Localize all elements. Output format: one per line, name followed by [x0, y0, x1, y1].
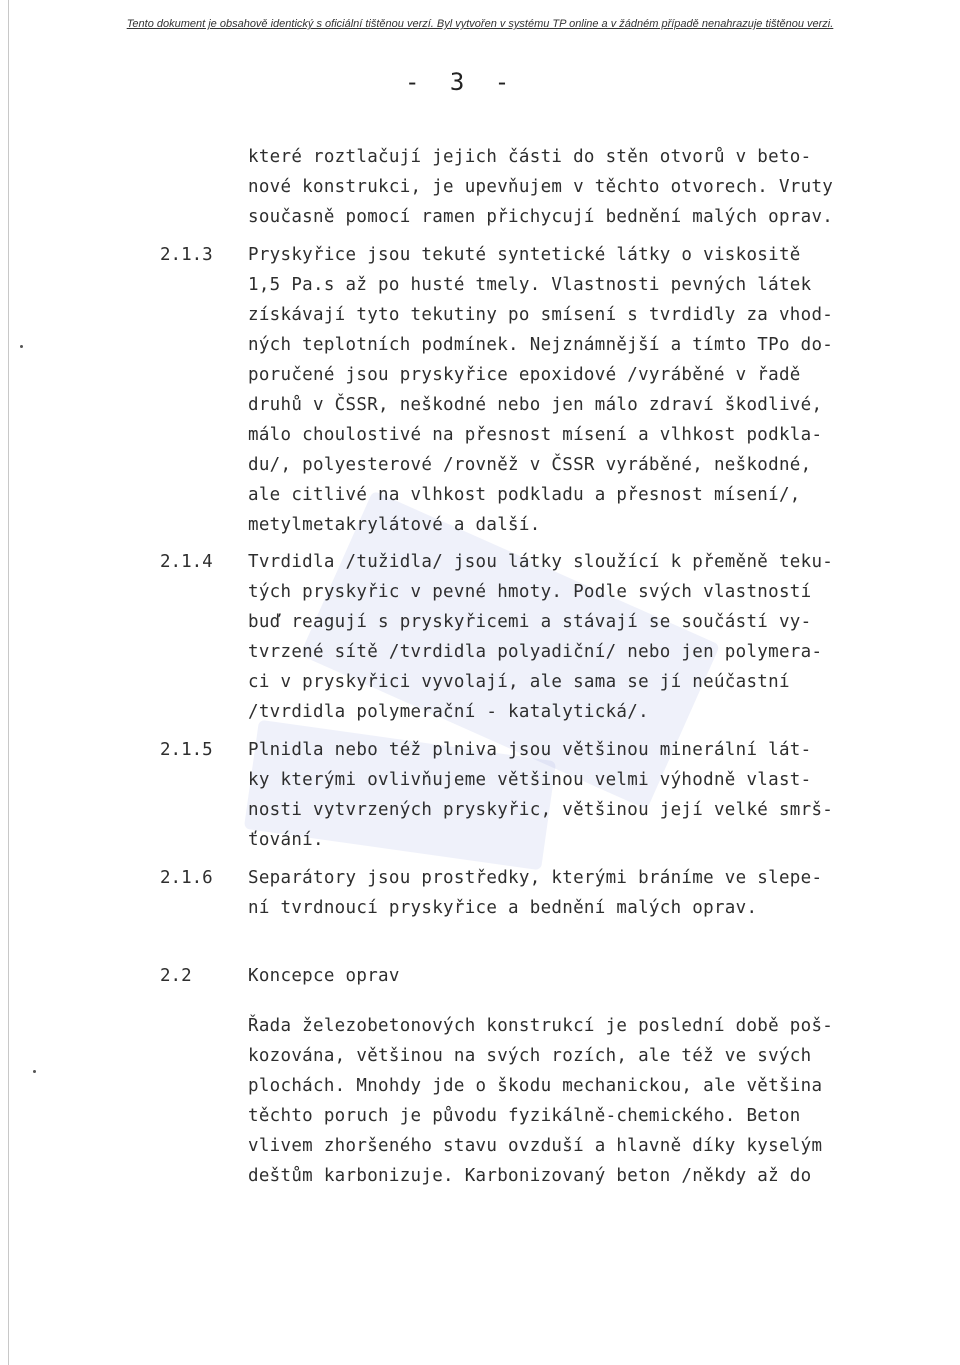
text-line: /tvrdidla polymerační - katalytická/.: [248, 702, 649, 722]
text-line: metylmetakrylátové a další.: [248, 515, 541, 535]
page-number: - 3 -: [405, 68, 518, 96]
text-line: tých pryskyřic v pevné hmoty. Podle svých vlastností: [248, 582, 812, 602]
text-line: těchto poruch je původu fyzikálně-chemického. Beton: [248, 1106, 801, 1126]
text-line: Pryskyřice jsou tekuté syntetické látky o viskositě: [248, 245, 801, 265]
section-number: 2.1.6: [160, 868, 213, 888]
text-line: poručené jsou pryskyřice epoxidové /vyráběné v řadě: [248, 365, 801, 385]
scan-speck: [33, 1070, 36, 1073]
text-line: du/, polyesterové /rovněž v ČSSR vyráběné, neškodné,: [248, 455, 812, 475]
section-number: 2.1.5: [160, 740, 213, 760]
text-line: plochách. Mnohdy jde o škodu mechanickou, ale většina: [248, 1076, 823, 1096]
text-line: buď reagují s pryskyřicemi a stávají se součástí vy-: [248, 612, 812, 632]
text-line: vlivem zhoršeného stavu ovzduší a hlavně díky kyselým: [248, 1136, 823, 1156]
text-line: Separátory jsou prostředky, kterými bráníme ve slepe-: [248, 868, 823, 888]
section-number: 2.1.3: [160, 245, 213, 265]
text-line: ale citlivé na vlhkost podkladu a přesnost mísení/,: [248, 485, 801, 505]
section-heading: Koncepce oprav: [248, 966, 400, 986]
text-line: tvrzené sítě /tvrdidla polyadiční/ nebo jen polymera-: [248, 642, 823, 662]
text-line: Plnidla nebo též plniva jsou většinou minerální lát-: [248, 740, 812, 760]
text-line: ci v pryskyřici vyvolají, ale sama se jí neúčastní: [248, 672, 790, 692]
scan-speck: [20, 345, 23, 348]
text-line: málo choulostivé na přesnost mísení a vlhkost podkla-: [248, 425, 823, 445]
text-line: ní tvrdnoucí pryskyřice a bednění malých oprav.: [248, 898, 758, 918]
header-notice: Tento dokument je obsahově identický s oficiální tištěnou verzí. Byl vytvořen v systému TP online a v žádném případě nenahrazuje tištěnou verzi.: [126, 18, 834, 30]
section-number: 2.1.4: [160, 552, 213, 572]
text-line: ťování.: [248, 830, 324, 850]
text-line: ných teplotních podmínek. Nejznámnější a tímto TPo do-: [248, 335, 834, 355]
section-number: 2.2: [160, 966, 192, 986]
text-line: nové konstrukci, je upevňujem v těchto otvorech. Vruty: [248, 177, 834, 197]
text-line: ky kterými ovlivňujeme většinou velmi výhodně vlast-: [248, 770, 812, 790]
text-line: druhů v ČSSR, neškodné nebo jen málo zdraví škodlivé,: [248, 395, 823, 415]
page-margin-line: [8, 0, 9, 1365]
text-line: kozována, většinou na svých rozích, ale též ve svých: [248, 1046, 812, 1066]
text-line: 1,5 Pa.s až po husté tmely. Vlastnosti pevných látek: [248, 275, 812, 295]
text-line: nosti vytvrzených pryskyřic, většinou její velké smrš-: [248, 800, 834, 820]
text-line: které roztlačují jejich části do stěn otvorů v beto-: [248, 147, 812, 167]
text-line: Řada železobetonových konstrukcí je poslední době poš-: [248, 1016, 834, 1036]
text-line: současně pomocí ramen přichycují bednění malých oprav.: [248, 207, 834, 227]
text-line: Tvrdidla /tužidla/ jsou látky sloužící k přeměně teku-: [248, 552, 834, 572]
text-line: deštům karbonizuje. Karbonizovaný beton /někdy až do: [248, 1166, 812, 1186]
text-line: získávají tyto tekutiny po smísení s tvrdidly za vhod-: [248, 305, 834, 325]
